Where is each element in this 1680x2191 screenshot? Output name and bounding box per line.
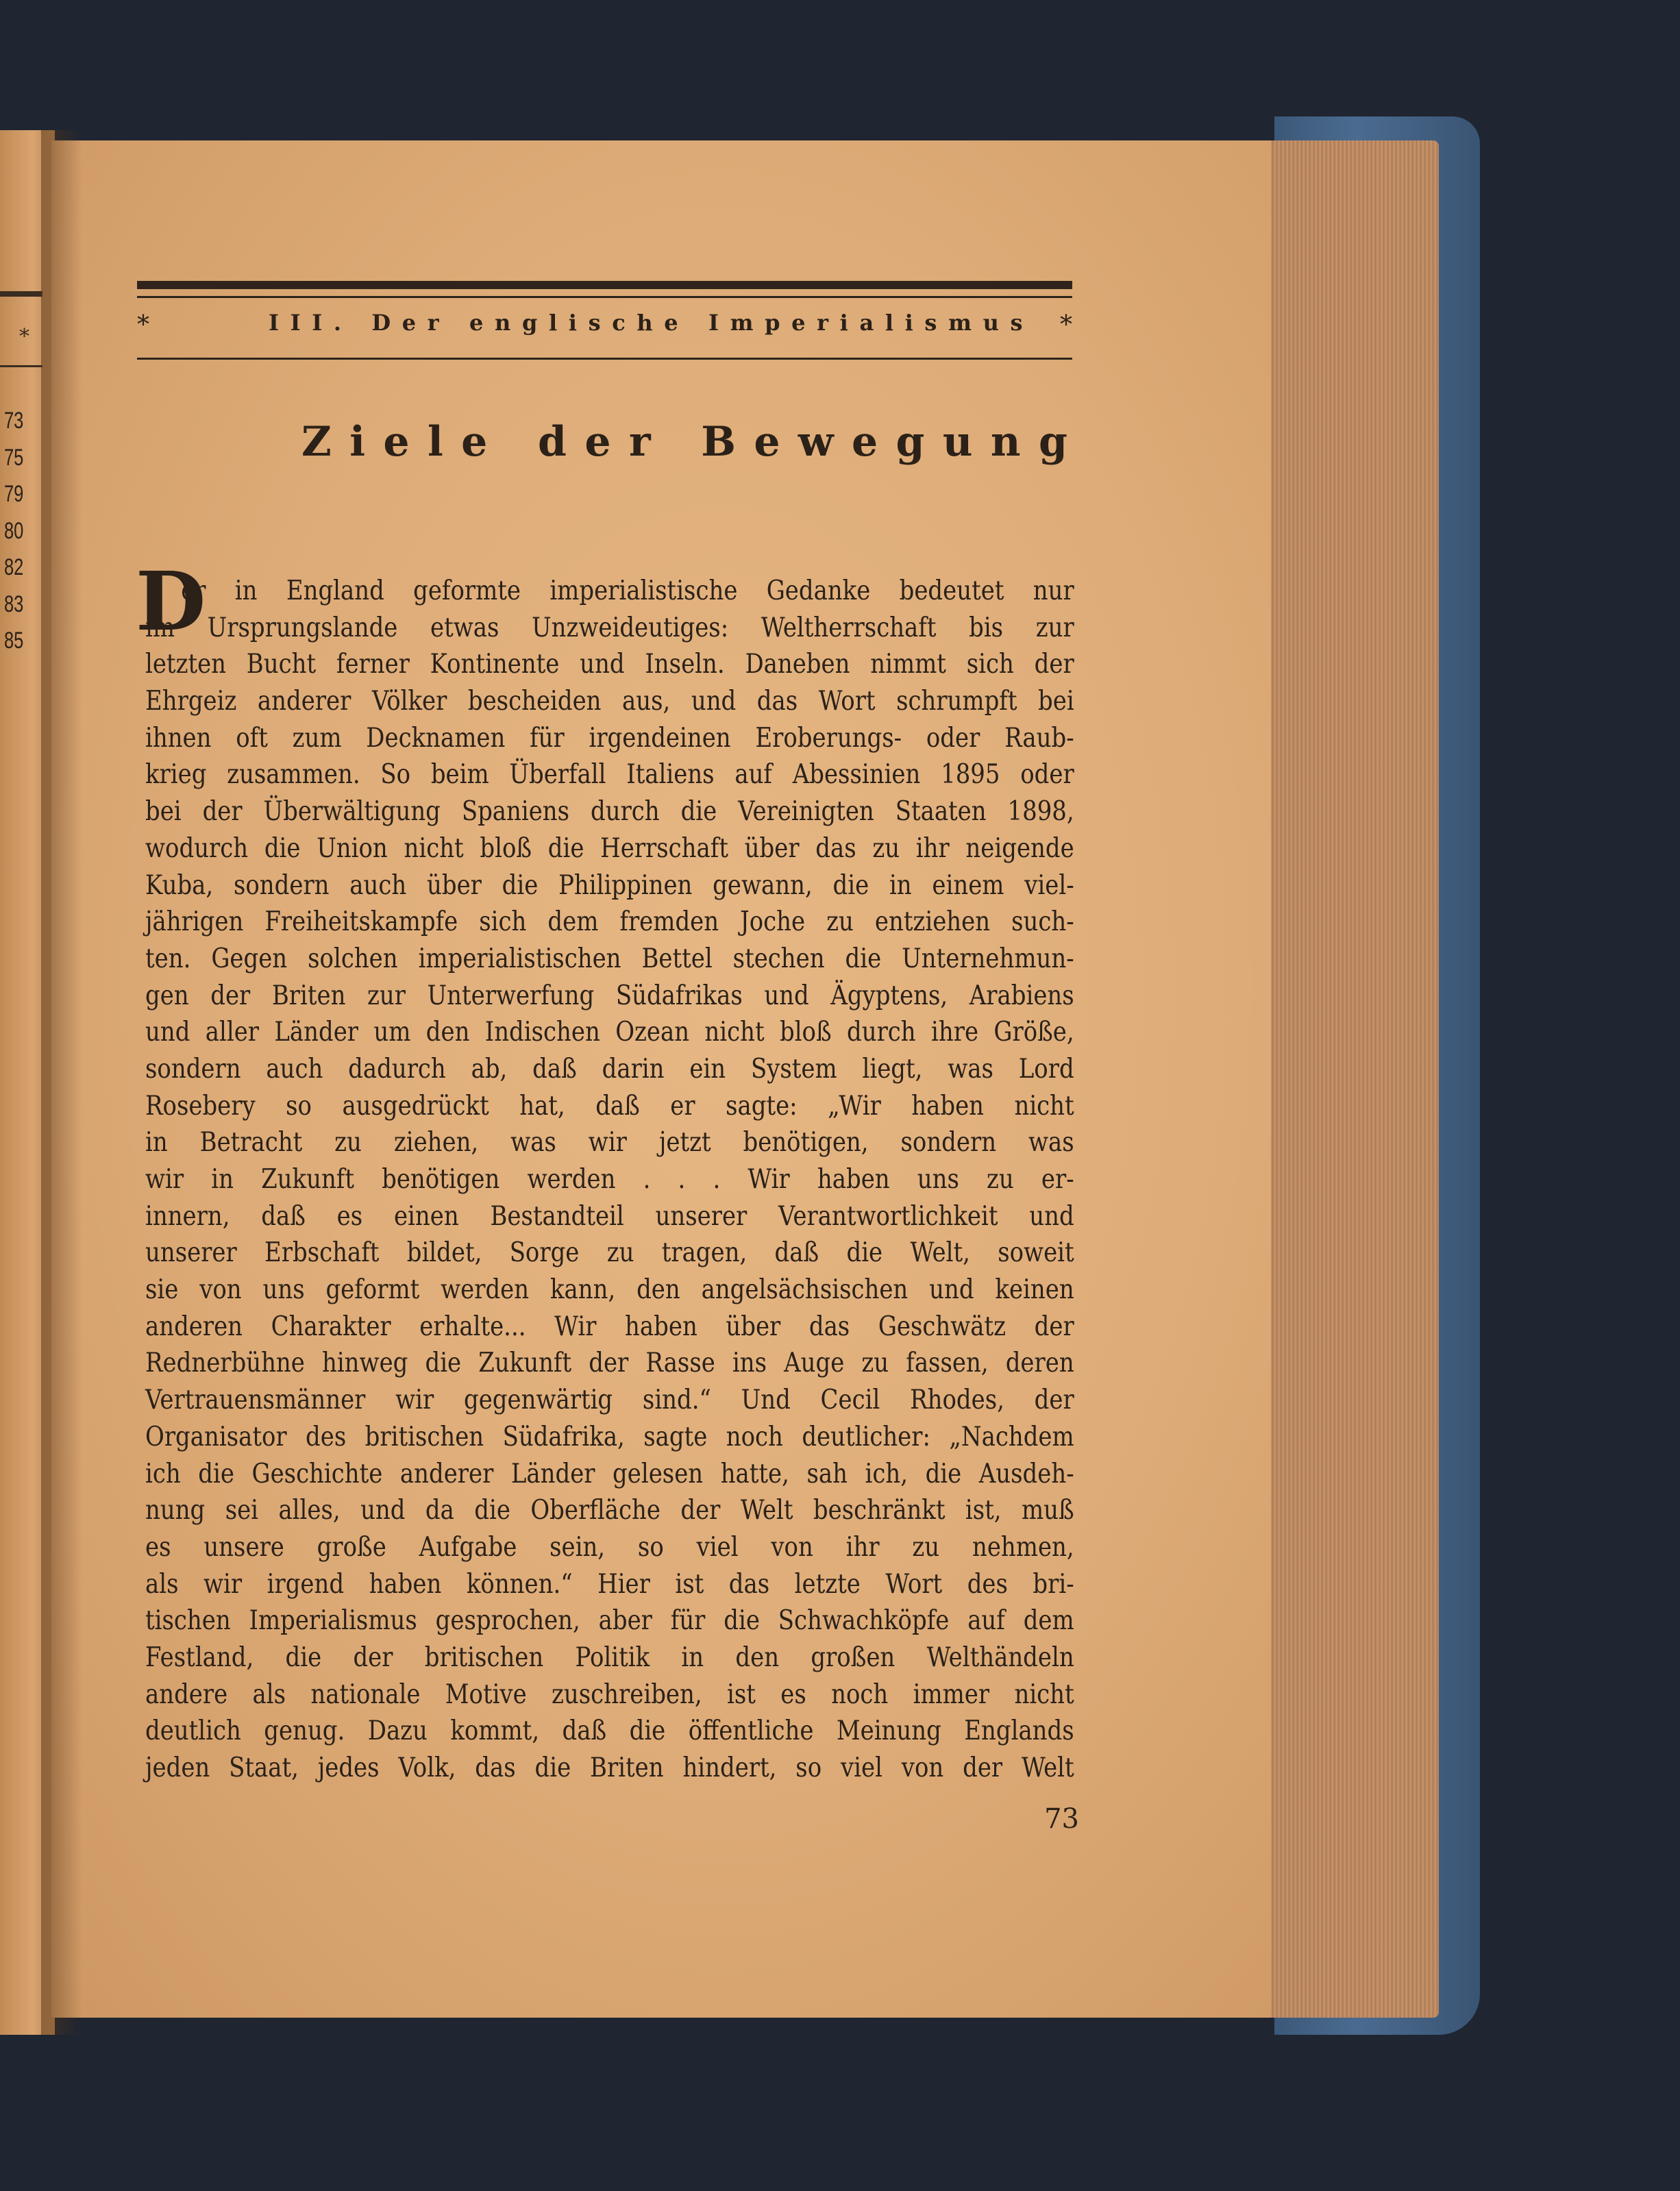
text-line: wodurch die Union nicht bloß die Herrschaft über das zu ihr neigende	[145, 832, 1074, 864]
running-head-text: III. Der englische Imperialismus	[269, 310, 1035, 336]
text-line: anderen Charakter erhalte... Wir haben über das Geschwätz der	[145, 1311, 1074, 1342]
text-line: jährigen Freiheitskampfe sich dem fremden Joche zu entziehen such-	[145, 906, 1074, 938]
text-line: jeden Staat, jedes Volk, das die Briten hindert, so viel von der Welt	[145, 1753, 1074, 1783]
text-line: er in England geformte imperialistische Gedanke bedeutet nur	[181, 575, 1074, 606]
text-line: Rosebery so ausgedrückt hat, daß er sagte: „Wir haben nicht	[145, 1090, 1074, 1122]
text-line: Kuba, sondern auch über die Philippinen gewann, die in einem viel-	[145, 869, 1074, 901]
text-line: ten. Gegen solchen imperialistischen Bettel stechen die Unternehmun-	[145, 943, 1074, 974]
left-page-numbers	[4, 403, 35, 660]
text-line: Ehrgeiz anderer Völker bescheiden aus, und das Wort schrumpft bei	[145, 686, 1074, 717]
header-star-right: *	[1060, 311, 1072, 339]
text-line: unserer Erbschaft bildet, Sorge zu tragen, daß die Welt, soweit	[145, 1237, 1074, 1269]
text-line: bei der Überwältigung Spaniens durch die Vereinigten Staaten 1898,	[145, 796, 1074, 828]
left-header-rule	[0, 291, 42, 297]
body-text	[145, 573, 1074, 1787]
page-edges	[1261, 140, 1439, 2018]
left-number: 75	[4, 444, 24, 471]
left-number: 79	[4, 481, 24, 507]
drop-cap: D	[136, 554, 206, 649]
left-number: 83	[4, 591, 24, 617]
text-line: im Ursprungslande etwas Unzweideutiges: Weltherrschaft bis zur	[145, 612, 1074, 643]
text-line: als wir irgend haben können.“ Hier ist das letzte Wort des bri-	[145, 1568, 1074, 1600]
text-line: gen der Briten zur Unterwerfung Südafrikas und Ägyptens, Arabiens	[145, 980, 1074, 1011]
gutter-shadow	[41, 130, 82, 2035]
page-number: 73	[1044, 1803, 1079, 1835]
text-line: Vertrauensmänner wir gegenwärtig sind.“ Und Cecil Rhodes, der	[145, 1385, 1074, 1416]
header-rule-bottom	[137, 358, 1072, 360]
section-title: Ziele der Bewegung	[301, 418, 1086, 466]
left-number: 85	[4, 628, 24, 654]
text-line: in Betracht zu ziehen, was wir jetzt benötigen, sondern was	[145, 1127, 1074, 1159]
left-header-star: *	[19, 325, 29, 349]
text-line: ihnen oft zum Decknamen für irgendeinen Eroberungs- oder Raub-	[145, 722, 1074, 754]
left-number: 73	[4, 408, 24, 434]
text-line: und aller Länder um den Indischen Ozean nicht bloß durch ihre Größe,	[145, 1017, 1074, 1048]
text-line: Festland, die der britischen Politik in den großen Welthändeln	[145, 1642, 1074, 1673]
text-line: wir in Zukunft benötigen werden . . . Wir haben uns zu er-	[145, 1164, 1074, 1195]
text-line: es unsere große Aufgabe sein, so viel von ihr zu nehmen,	[145, 1531, 1074, 1563]
text-line: deutlich genug. Dazu kommt, daß die öffentliche Meinung Englands	[145, 1716, 1074, 1747]
running-head	[137, 307, 1072, 351]
header-rule-thin	[137, 296, 1072, 298]
text-line: nung sei alles, und da die Oberfläche der Welt beschränkt ist, muß	[145, 1495, 1074, 1526]
header-star-left: *	[137, 311, 149, 339]
text-line: ich die Geschichte anderer Länder gelesen hatte, sah ich, die Ausdeh-	[145, 1458, 1074, 1489]
text-line: innern, daß es einen Bestandteil unserer Verantwortlichkeit und	[145, 1200, 1074, 1232]
text-line: andere als nationale Motive zuschreiben, ist es noch immer nicht	[145, 1679, 1074, 1710]
text-line: Organisator des britischen Südafrika, sagte noch deutlicher: „Nachdem	[145, 1421, 1074, 1452]
text-line: tischen Imperialismus gesprochen, aber für die Schwachköpfe auf dem	[145, 1605, 1074, 1637]
text-line: sie von uns geformt werden kann, den angelsächsischen und keinen	[145, 1274, 1074, 1306]
left-number: 80	[4, 517, 24, 544]
text-line: letzten Bucht ferner Kontinente und Inseln. Daneben nimmt sich der	[145, 649, 1074, 680]
left-number: 82	[4, 554, 24, 580]
text-line: sondern auch dadurch ab, daß darin ein System liegt, was Lord	[145, 1053, 1074, 1085]
text-line: Rednerbühne hinweg die Zukunft der Rasse ins Auge zu fassen, deren	[145, 1348, 1074, 1379]
header-rule-thick	[137, 281, 1072, 289]
text-line: krieg zusammen. So beim Überfall Italiens auf Abessinien 1895 oder	[145, 759, 1074, 791]
left-header-rule-bottom	[0, 365, 42, 367]
